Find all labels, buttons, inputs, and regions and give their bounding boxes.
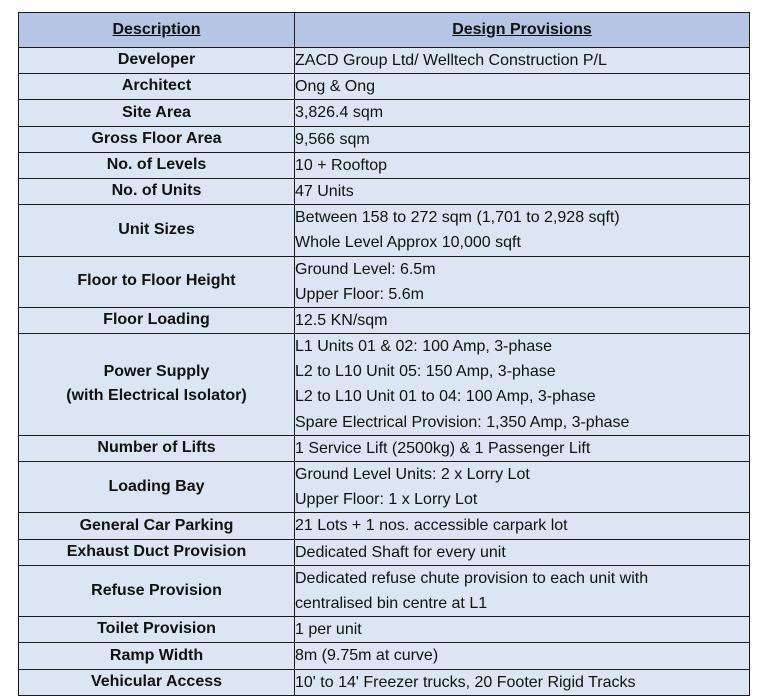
row-description — [19, 74, 295, 100]
row-description — [19, 669, 295, 695]
description-text: Floor to Floor Height — [77, 272, 236, 290]
provision-text: centralised bin centre at L1 — [295, 594, 488, 612]
table-row — [19, 617, 750, 643]
row-description — [19, 126, 295, 152]
row-description — [19, 152, 295, 178]
provision-text: 1 per unit — [295, 621, 362, 639]
description-text: Developer — [117, 51, 196, 69]
row-description — [19, 462, 295, 513]
row-provision — [295, 643, 750, 669]
provision-text: Upper Floor: 1 x Lorry Lot — [295, 491, 478, 509]
provision-text: L2 to L10 Unit 01 to 04: 100 Amp, 3-phase — [295, 388, 596, 406]
row-description — [19, 307, 295, 333]
provision-text: 21 Lots + 1 nos. accessible carpark lot — [295, 517, 568, 535]
description-column-header: Description — [19, 13, 295, 48]
description-text: Architect — [121, 77, 192, 95]
table-row — [19, 205, 750, 256]
provision-text: 12.5 KN/sqm — [295, 311, 388, 329]
row-provision — [295, 178, 750, 204]
table-row — [19, 643, 750, 669]
provision-text: 1 Service Lift (2500kg) & 1 Passenger Lift — [295, 439, 591, 457]
table-row — [19, 74, 750, 100]
row-description — [19, 334, 295, 436]
row-description — [19, 539, 295, 565]
row-provision — [295, 669, 750, 695]
row-description — [19, 205, 295, 256]
provision-text: 10 + Rooftop — [295, 156, 388, 174]
table-row — [19, 178, 750, 204]
row-provision — [295, 307, 750, 333]
provision-text: Whole Level Approx 10,000 sqft — [295, 234, 521, 252]
table-row — [19, 513, 750, 539]
provision-text: Dedicated Shaft for every unit — [295, 543, 506, 561]
description-text: Gross Floor Area — [91, 129, 222, 147]
description-text: Number of Lifts — [97, 439, 216, 456]
row-description — [19, 643, 295, 669]
row-description — [19, 435, 295, 461]
provision-text: Between 158 to 272 sqm (1,701 to 2,928 sqft) — [295, 209, 620, 227]
description-text: Exhaust Duct Provision — [66, 542, 247, 560]
provision-text: 9,566 sqm — [295, 130, 370, 148]
table-row — [19, 126, 750, 152]
table-row — [19, 539, 750, 565]
provision-text: Ground Level: 6.5m — [295, 260, 436, 278]
provision-text: 47 Units — [295, 182, 354, 200]
table-body — [19, 48, 750, 696]
row-provision — [295, 152, 750, 178]
row-provision — [295, 565, 750, 616]
description-text: Ramp Width — [109, 646, 204, 664]
row-provision — [295, 256, 750, 307]
table-row — [19, 462, 750, 513]
provision-text: Spare Electrical Provision: 1,350 Amp, 3-phase — [295, 413, 630, 431]
table-header-row — [19, 13, 750, 48]
description-text: No. of Levels — [106, 155, 207, 173]
table-row — [19, 435, 750, 461]
row-description — [19, 178, 295, 204]
provision-text: L1 Units 01 & 02: 100 Amp, 3-phase — [295, 338, 553, 356]
row-provision — [295, 334, 750, 436]
row-provision — [295, 48, 750, 74]
provision-text: Ground Level Units: 2 x Lorry Lot — [295, 466, 530, 483]
description-text: General Car Parking — [79, 516, 234, 534]
table-row — [19, 48, 750, 74]
provision-text: Ong & Ong — [295, 78, 376, 96]
provision-text: 10' to 14' Freezer trucks, 20 Footer Rigid Tracks — [295, 673, 636, 691]
description-text: Refuse Provision — [91, 581, 222, 599]
design-provisions-column-header: Design Provisions — [295, 13, 750, 48]
table-row — [19, 565, 750, 616]
description-text: Unit Sizes — [118, 220, 195, 238]
description-text: Vehicular Access — [90, 672, 223, 690]
table-row — [19, 334, 750, 436]
row-provision — [295, 74, 750, 100]
table-row — [19, 100, 750, 126]
row-provision — [295, 539, 750, 565]
row-provision — [295, 435, 750, 461]
row-description — [19, 100, 295, 126]
table-row — [19, 669, 750, 695]
description-text: No. of Units — [111, 182, 202, 200]
provision-text: ZACD Group Ltd/ Welltech Construction P/L — [295, 52, 607, 69]
row-description — [19, 565, 295, 616]
provision-text: Dedicated refuse chute provision to each unit with — [295, 569, 649, 587]
row-provision — [295, 100, 750, 126]
row-description — [19, 256, 295, 307]
provision-text: Upper Floor: 5.6m — [295, 285, 424, 303]
description-text: Power Supply — [103, 362, 210, 380]
row-provision — [295, 513, 750, 539]
table-row — [19, 307, 750, 333]
provision-text: 8m (9.75m at curve) — [295, 647, 439, 665]
provision-text: L2 to L10 Unit 05: 150 Amp, 3-phase — [295, 363, 556, 381]
description-text: (with Electrical Isolator) — [66, 387, 247, 405]
description-text: Site Area — [122, 103, 191, 121]
row-description — [19, 48, 295, 74]
table-row — [19, 256, 750, 307]
row-provision — [295, 462, 750, 513]
description-text: Toilet Provision — [97, 620, 216, 638]
row-provision — [295, 126, 750, 152]
description-text: Loading Bay — [108, 477, 205, 495]
row-provision — [295, 617, 750, 643]
row-provision — [295, 205, 750, 256]
provision-text: 3,826.4 sqm — [295, 104, 384, 122]
row-description — [19, 617, 295, 643]
row-description — [19, 513, 295, 539]
table-row — [19, 152, 750, 178]
description-text: Floor Loading — [103, 311, 210, 329]
design-provisions-table — [18, 12, 750, 696]
